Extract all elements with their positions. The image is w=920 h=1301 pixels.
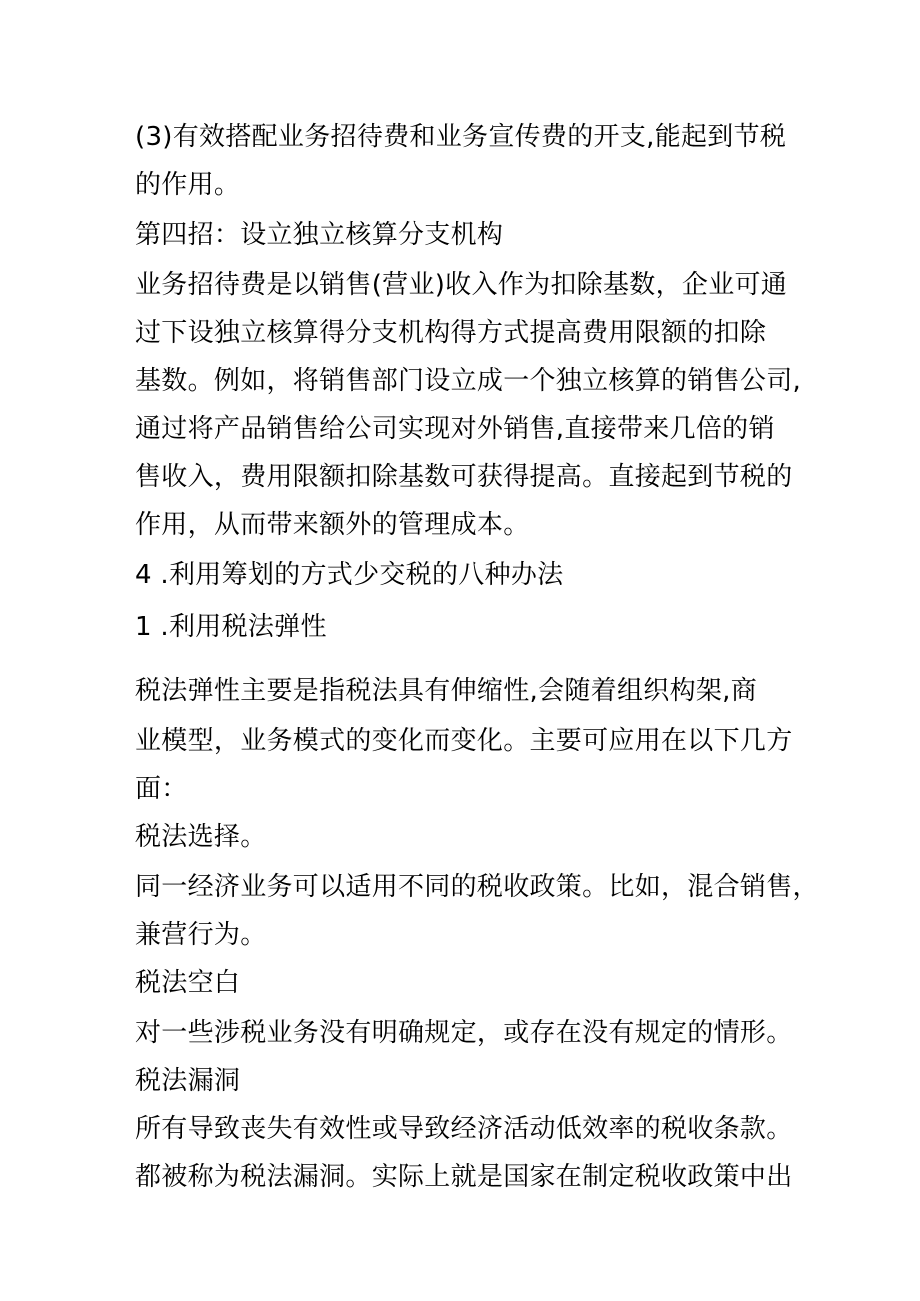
paragraph-line: 售收入，费用限额扣除基数可获得提高。直接起到节税的: [135, 462, 793, 492]
paragraph-line: 税法选择。: [135, 822, 267, 852]
paragraph-line: 的作用。: [135, 170, 241, 200]
paragraph-line: (3)有效搭配业务招待费和业务宣传费的开支,能起到节税: [135, 122, 787, 152]
paragraph-line: 同一经济业务可以适用不同的税收政策。比如，混合销售，: [135, 872, 819, 902]
paragraph-line: 业模型，业务模式的变化而变化。主要可应用在以下几方: [135, 726, 793, 756]
paragraph-line: 基数。例如，将销售部门设立成一个独立核算的销售公司,: [135, 366, 802, 396]
subheading: 税法空白: [135, 968, 241, 998]
paragraph-line: 兼营行为。: [135, 920, 267, 950]
paragraph-line: 税法弹性主要是指税法具有伸缩性,会随着组织构架,商: [135, 676, 758, 706]
paragraph-line: 过下设独立核算得分支机构得方式提高费用限额的扣除: [135, 318, 767, 348]
subheading: 税法漏洞: [135, 1066, 241, 1096]
paragraph-line: 作用，从而带来额外的管理成本。: [135, 510, 530, 540]
paragraph-line: 所有导致丧失有效性或导致经济活动低效率的税收条款。: [135, 1114, 793, 1144]
section-heading: 4 .利用筹划的方式少交税的八种办法: [135, 560, 564, 590]
section-heading: 1 .利用税法弹性: [135, 612, 327, 642]
paragraph-line: 对一些涉税业务没有明确规定，或存在没有规定的情形。: [135, 1018, 793, 1048]
paragraph-line: 面：: [135, 774, 188, 804]
paragraph-line: 通过将产品销售给公司实现对外销售,直接带来几倍的销: [135, 414, 775, 444]
paragraph-line: 业务招待费是以销售(营业)收入作为扣除基数，企业可通: [135, 270, 788, 300]
section-heading: 第四招：设立独立核算分支机构: [135, 220, 504, 250]
paragraph-line: 都被称为税法漏洞。实际上就是国家在制定税收政策中出: [135, 1162, 793, 1192]
